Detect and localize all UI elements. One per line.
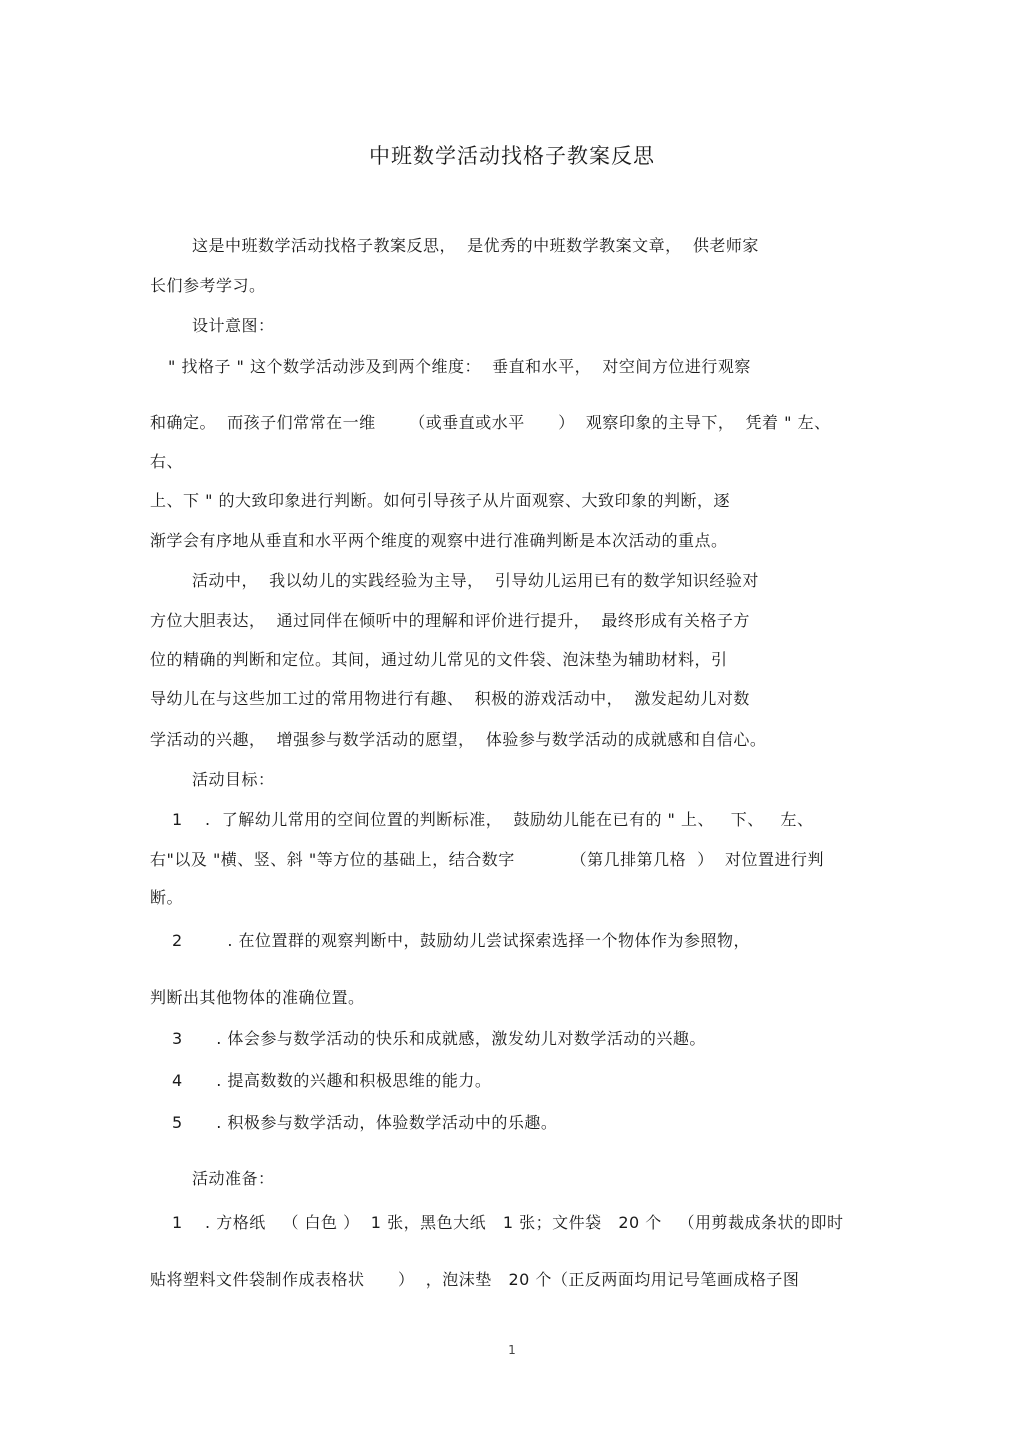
paragraph-line: 位的精确的判断和定位。其间，通过幼儿常见的文件袋、泡沫垫为辅助材料，引 (150, 650, 728, 669)
list-item: 1 . 了解幼儿常用的空间位置的判断标准， 鼓励幼儿能在已有的 " 上、 下、 左、 (172, 810, 814, 829)
paragraph-line: 和确定。 而孩子们常常在一维 （或垂直或水平 ） 观察印象的主导下， 凭着 " 左、 (150, 413, 831, 432)
paragraph-line: 右、 (150, 452, 184, 471)
paragraph-line: 方位大胆表达， 通过同伴在倾听中的理解和评价进行提升， 最终形成有关格子方 (150, 611, 750, 630)
paragraph-line: 右"以及 "横、竖、斜 "等方位的基础上，结合数字 （第几排第几格 ） 对位置进行判 (150, 850, 824, 869)
list-item: 3 . 体会参与数学活动的快乐和成就感，激发幼儿对数学活动的兴趣。 (172, 1029, 706, 1048)
paragraph-line: 贴将塑料文件袋制作成表格状 ） ，泡沫垫 20 个（正反两面均用记号笔画成格子图 (150, 1270, 800, 1289)
section-heading: 活动准备： (192, 1169, 275, 1188)
paragraph-line: 长们参考学习。 (150, 276, 266, 295)
section-heading: 活动目标： (192, 770, 275, 789)
list-item: 4 . 提高数数的兴趣和积极思维的能力。 (172, 1071, 492, 1090)
paragraph-line: 判断出其他物体的准确位置。 (150, 988, 365, 1007)
paragraph-line: " 找格子 " 这个数学活动涉及到两个维度： 垂直和水平， 对空间方位进行观察 (168, 357, 751, 376)
paragraph-line: 这是中班数学活动找格子教案反思， 是优秀的中班数学教案文章， 供老师家 (192, 236, 759, 255)
section-heading: 设计意图： (192, 316, 275, 335)
document-title: 中班数学活动找格子教案反思 (369, 144, 655, 168)
page-number: 1 (508, 1343, 516, 1357)
paragraph-line: 学活动的兴趣， 增强参与数学活动的愿望， 体验参与数学活动的成就感和自信心。 (150, 730, 767, 749)
paragraph-line: 活动中， 我以幼儿的实践经验为主导， 引导幼儿运用已有的数学知识经验对 (192, 571, 759, 590)
list-item: 2 . 在位置群的观察判断中，鼓励幼儿尝试探索选择一个物体作为参照物， (172, 931, 751, 950)
list-item: 5 . 积极参与数学活动，体验数学活动中的乐趣。 (172, 1113, 558, 1132)
paragraph-line: 上、下 " 的大致印象进行判断。如何引导孩子从片面观察、大致印象的判断，逐 (150, 491, 731, 510)
paragraph-line: 渐学会有序地从垂直和水平两个维度的观察中进行准确判断是本次活动的重点。 (150, 531, 728, 550)
list-item: 1 . 方格纸 （ 白色 ） 1 张，黑色大纸 1 张；文件袋 20 个 （用剪裁成条状的即时 (172, 1213, 844, 1232)
paragraph-line: 断。 (150, 888, 184, 907)
paragraph-line: 导幼儿在与这些加工过的常用物进行有趣、 积极的游戏活动中， 激发起幼儿对数 (150, 689, 750, 708)
